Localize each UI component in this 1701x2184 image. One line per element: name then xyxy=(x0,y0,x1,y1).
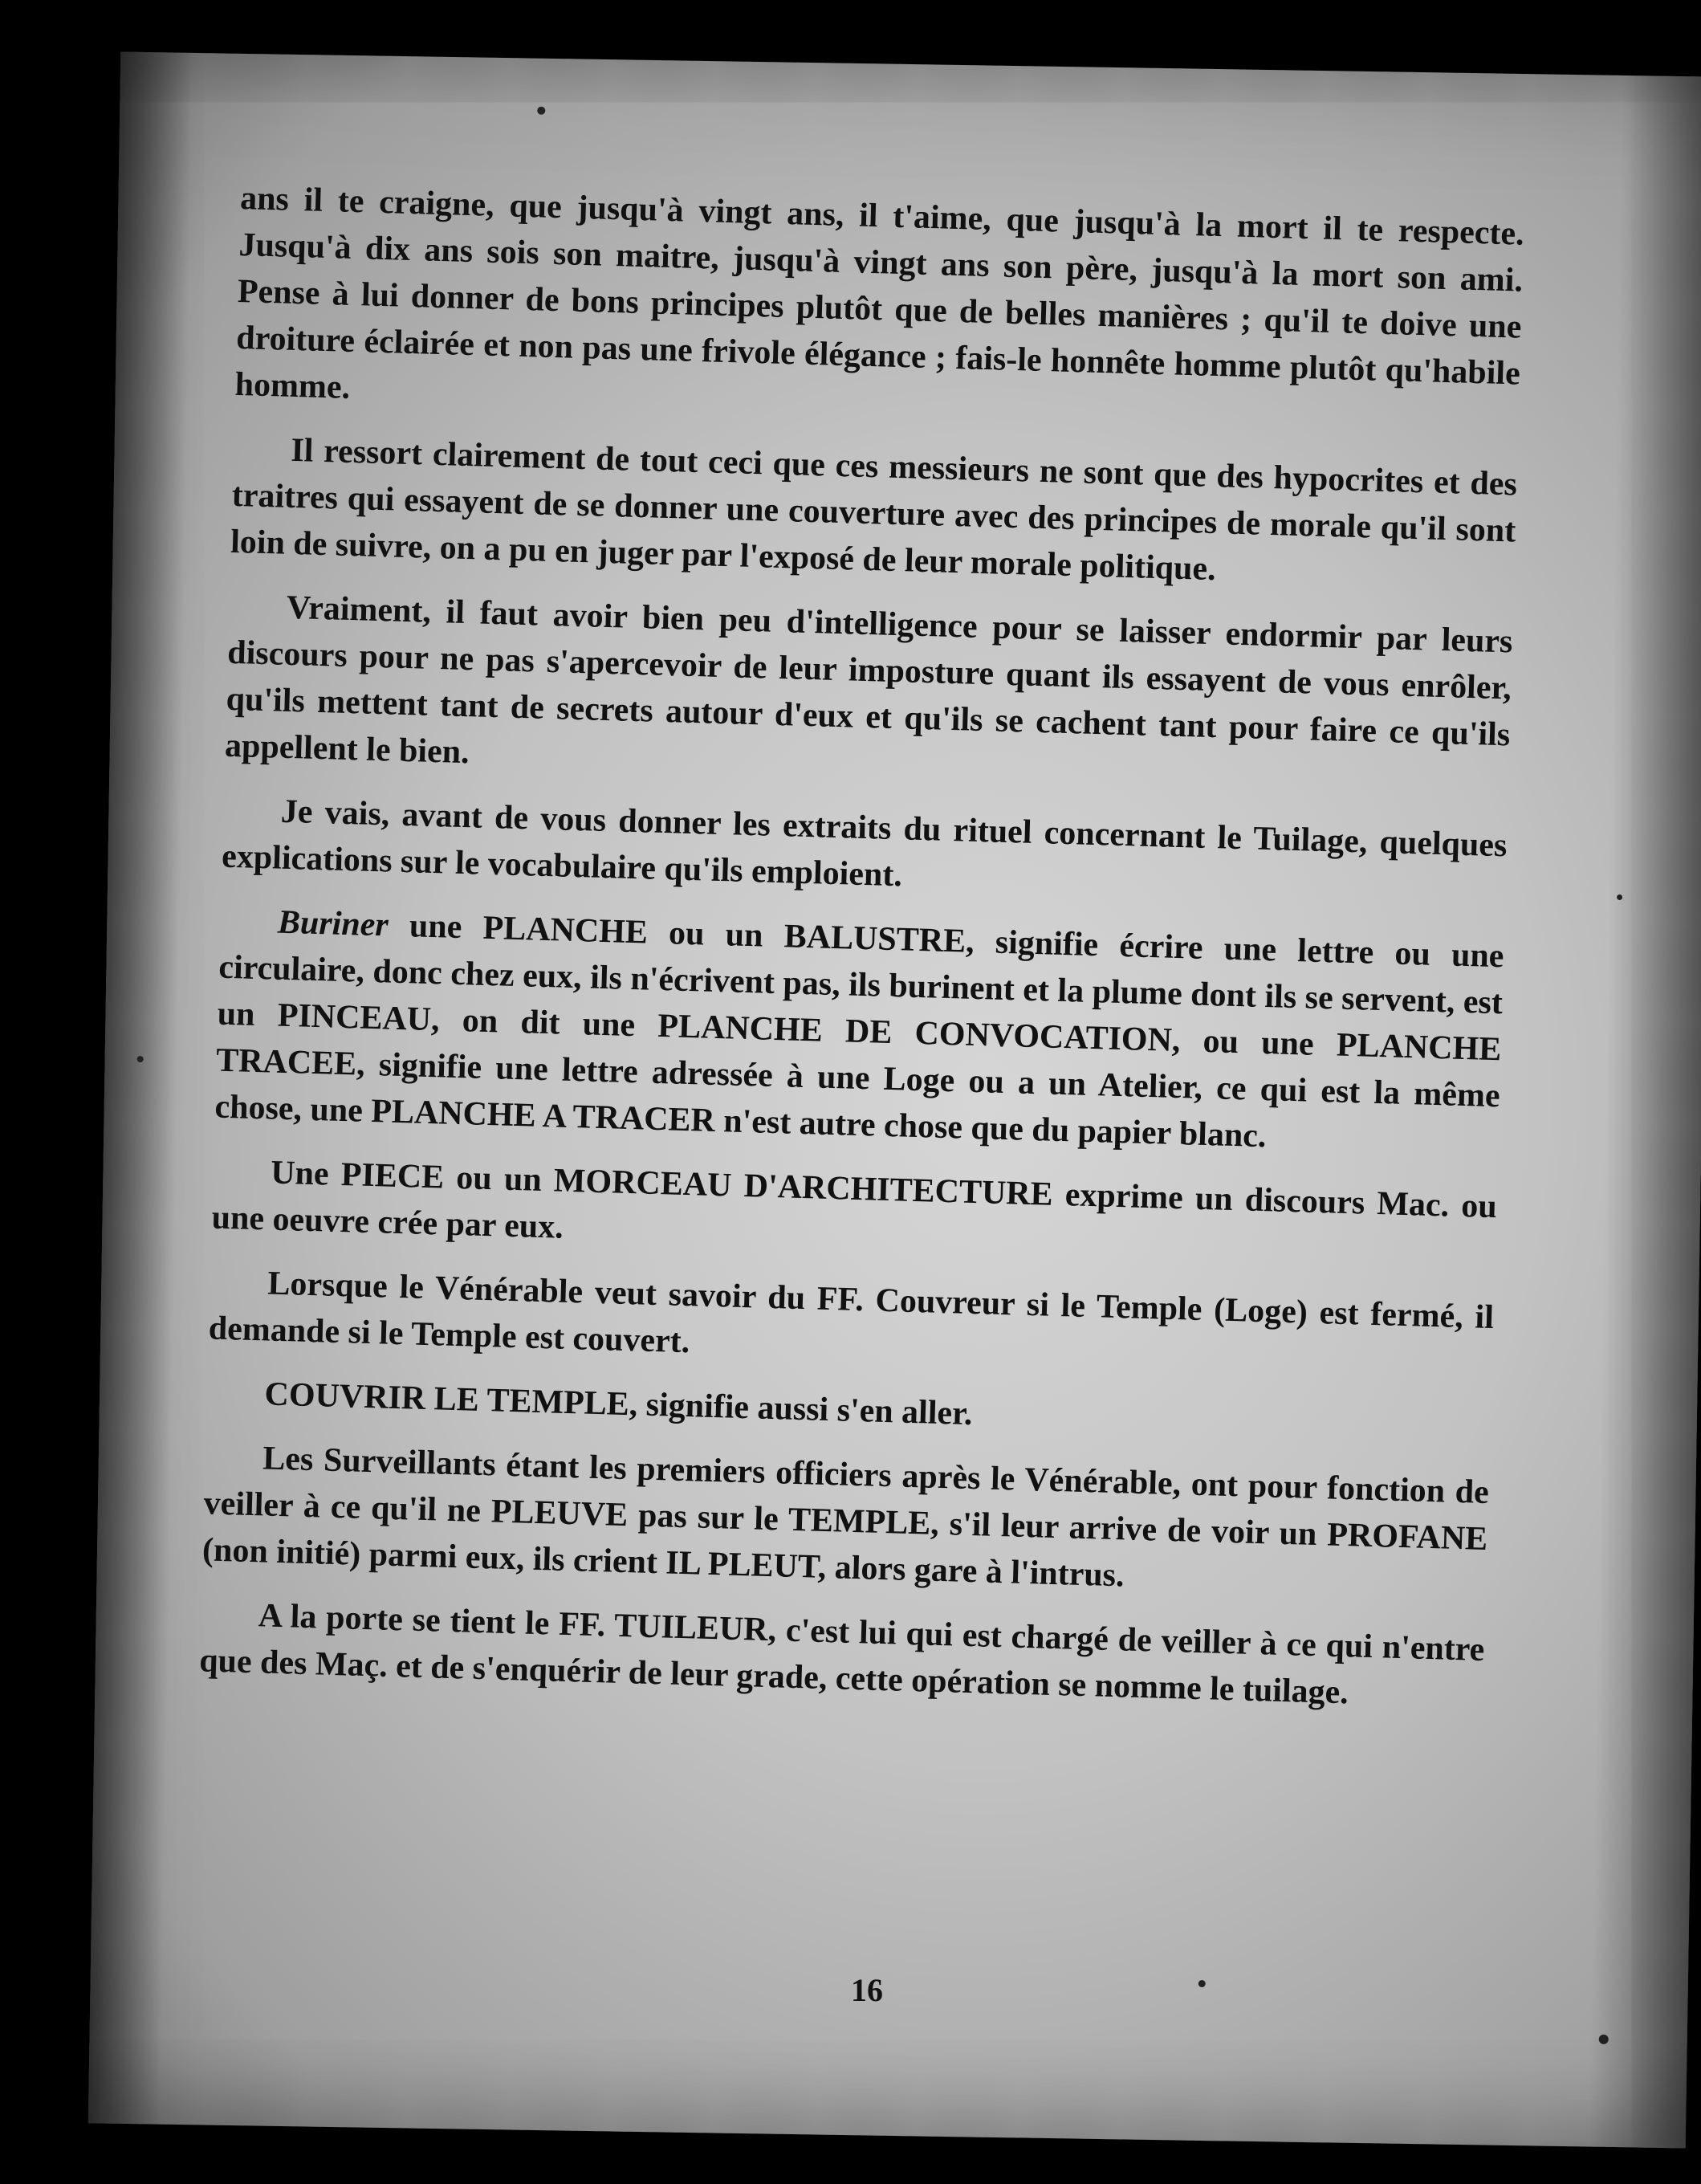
speck xyxy=(537,107,545,115)
paragraph xyxy=(214,898,1504,1167)
paragraph: Lorsque le Vénérable veut savoir du FF. Couvreur si le Temple (Loge) est fermé, il demande si le Temple est couvert. xyxy=(208,1265,1495,1361)
paragraph: Les Surveillants étant les premiers officiers après le Vénérable, ont pour fonction de veiller à ce qu'il ne PLEUVE pas sur le TEMPLE, s'il leur arrive de voir un PROFANE (non initié) parmi eux, ils crient IL PLEUT, alors gare à l'intrus. xyxy=(201,1440,1490,1595)
paragraph: COUVRIR LE TEMPLE, signifie aussi s'en aller. xyxy=(263,1375,974,1433)
paragraph: Vraiment, il faut avoir bien peu d'intelligence pour se laisser endormir par leurs discours pour ne pas s'apercevoir de leur imposture quant ils essayent de vous enrôler, qu'ils mettent tant de secrets autour d'eux et qu'ils se cachent tant pour faire ce qu'ils appellent le bien. xyxy=(224,589,1514,772)
paragraph: Je vais, avant de vous donner les extraits du rituel concernant le Tuilage, quelques explications sur le vocabulaire qu'ils emploient. xyxy=(221,793,1508,894)
paragraph: A la porte se tient le FF. TUILEUR, c'est lui qui est chargé de veiller à ce qui n'entre que des Maç. et de s'enquérir de leur grade, cette opération se nomme le tuilage. xyxy=(198,1597,1485,1712)
speck xyxy=(1198,1980,1206,1987)
paragraph: Il ressort clairement de tout ceci que ces messieurs ne sont que des hypocrites et des traitres qui essayent de se donner une couverture avec des principes de morale qu'il sont loin de suivre, on a pu en juger par l'exposé de leur morale politique. xyxy=(230,431,1518,589)
speck xyxy=(1617,894,1622,900)
speck xyxy=(137,1056,144,1062)
body-text xyxy=(198,175,1524,1738)
paragraph: ans il te craigne, que jusqu'à vingt ans, il t'aime, que jusqu'à la mort il te respecte. Jusqu'à dix ans sois son maitre, jusqu'à vingt ans son père, jusqu'à la mort son ami. Pense à lui donner de bons principes plutôt que de belles manières ; qu'il te doive une droiture éclairée et non pas une frivole élégance ; fais-le honnête homme plutôt qu'habile homme. xyxy=(234,179,1525,406)
page-number: 16 xyxy=(851,1972,883,2008)
italic-term: Buriner xyxy=(277,903,389,944)
paragraph-rest: une PLANCHE ou un BALUSTRE, signifie écrire une lettre ou une circulaire, donc chez eux, ils n'écrivent pas, ils burinent et la plume dont ils se servent, est un PINCEAU, on dit une PLANCHE DE CONVOCATION, ou une PLANCHE TRACEE, signifie une lettre adressée à une Loge ou a un Atelier, ce qui est la même chose, une PLANCHE A TRACER n'est autre chose que du papier blanc. xyxy=(214,907,1505,1155)
speck xyxy=(1599,2035,1609,2044)
paragraph: Une PIECE ou un MORCEAU D'ARCHITECTURE exprime un discours Mac. ou une oeuvre crée par eux. xyxy=(211,1154,1498,1246)
